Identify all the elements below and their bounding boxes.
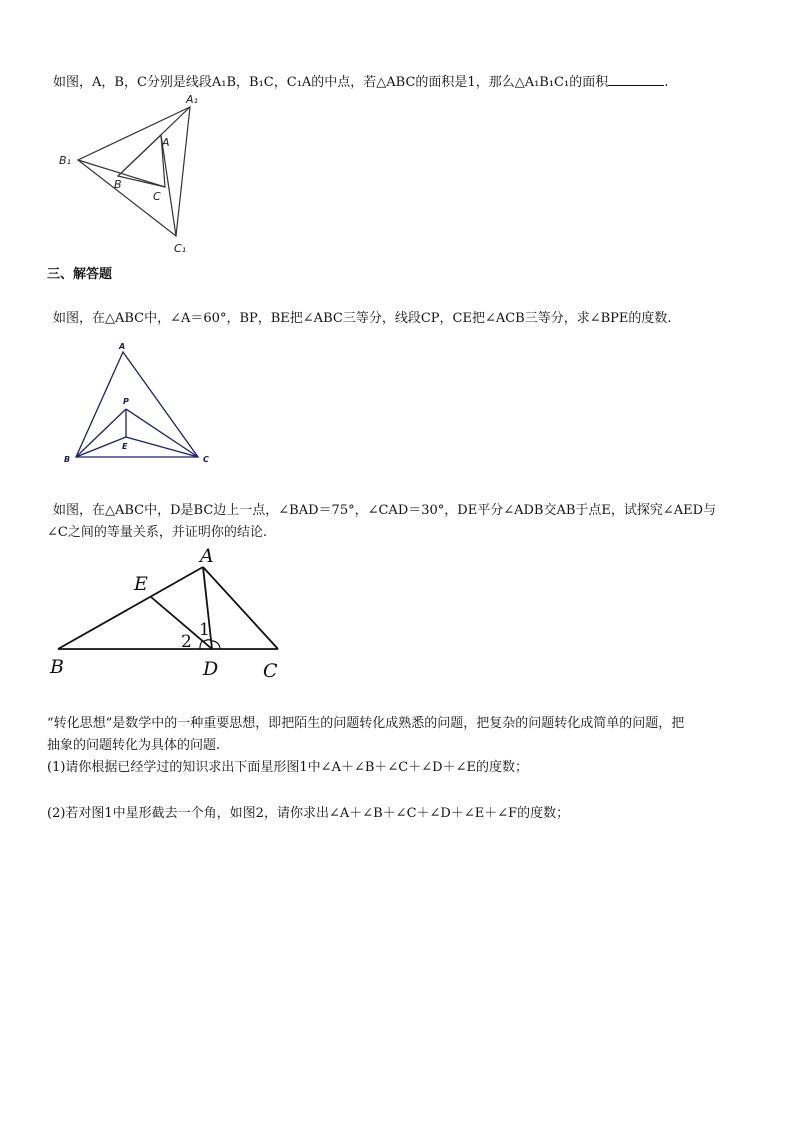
section-heading: 三、解答题 xyxy=(47,267,113,282)
question-4-part-1: (1)请你根据已经学过的知识求出下面星形图1中∠A＋∠B＋∠C＋∠D＋∠E的度数； xyxy=(47,760,528,775)
angle-arc-2 xyxy=(200,640,203,649)
label-b-q2: B xyxy=(64,455,71,464)
question-4-line-1: “转化思想”是数学中的一种重要思想，即把陌生的问题转化成熟悉的问题，把复杂的问题转化成简单的问题，把 xyxy=(47,716,685,731)
label-b-q3: B xyxy=(50,656,64,678)
label-c-q3: C xyxy=(263,660,278,682)
question-4-line-2: 抽象的问题转化为具体的问题. xyxy=(47,738,221,753)
label-b: B xyxy=(114,178,122,191)
segment-ac xyxy=(203,567,278,649)
question-4-part-2: (2)若对图1中星形截去一个角，如图2，请你求出∠A＋∠B＋∠C＋∠D＋∠E＋∠F的度数； xyxy=(47,806,570,821)
label-a-q3: A xyxy=(200,545,214,567)
label-b1: B₁ xyxy=(59,154,71,167)
label-p: P xyxy=(123,397,129,406)
angle-arc-adc xyxy=(212,641,220,649)
label-c-q2: C xyxy=(203,455,209,464)
question-3-line-1: 如图，在△ABC中，D是BC边上一点，∠BAD＝75°，∠CAD＝30°，DE平分∠ADB交AB于点E，试探究∠AED与 xyxy=(53,503,717,518)
label-a: A xyxy=(162,136,170,149)
angle-arc-1 xyxy=(203,640,211,642)
label-a1: A₁ xyxy=(186,93,198,106)
label-angle-1: 1 xyxy=(199,620,210,640)
label-e-q2: E xyxy=(122,442,128,451)
question-1-period: . xyxy=(664,75,669,90)
label-angle-2: 2 xyxy=(181,632,192,652)
question-1-stem: 如图，A，B，C分别是线段A₁B，B₁C，C₁A的中点，若△ABC的面积是1，那么△A₁B₁C₁的面积 xyxy=(53,75,609,90)
label-d: D xyxy=(203,658,219,680)
label-e-q3: E xyxy=(134,573,148,595)
question-3-line-2: ∠C之间的等量关系，并证明你的结论. xyxy=(47,525,267,540)
question-2-text: 如图，在△ABC中，∠A＝60°，BP，BE把∠ABC三等分，线段CP，CE把∠ACB三等分，求∠BPE的度数. xyxy=(53,311,672,326)
label-c: C xyxy=(153,190,161,203)
label-a-q2: A xyxy=(119,342,126,351)
label-c1: C₁ xyxy=(174,242,187,255)
